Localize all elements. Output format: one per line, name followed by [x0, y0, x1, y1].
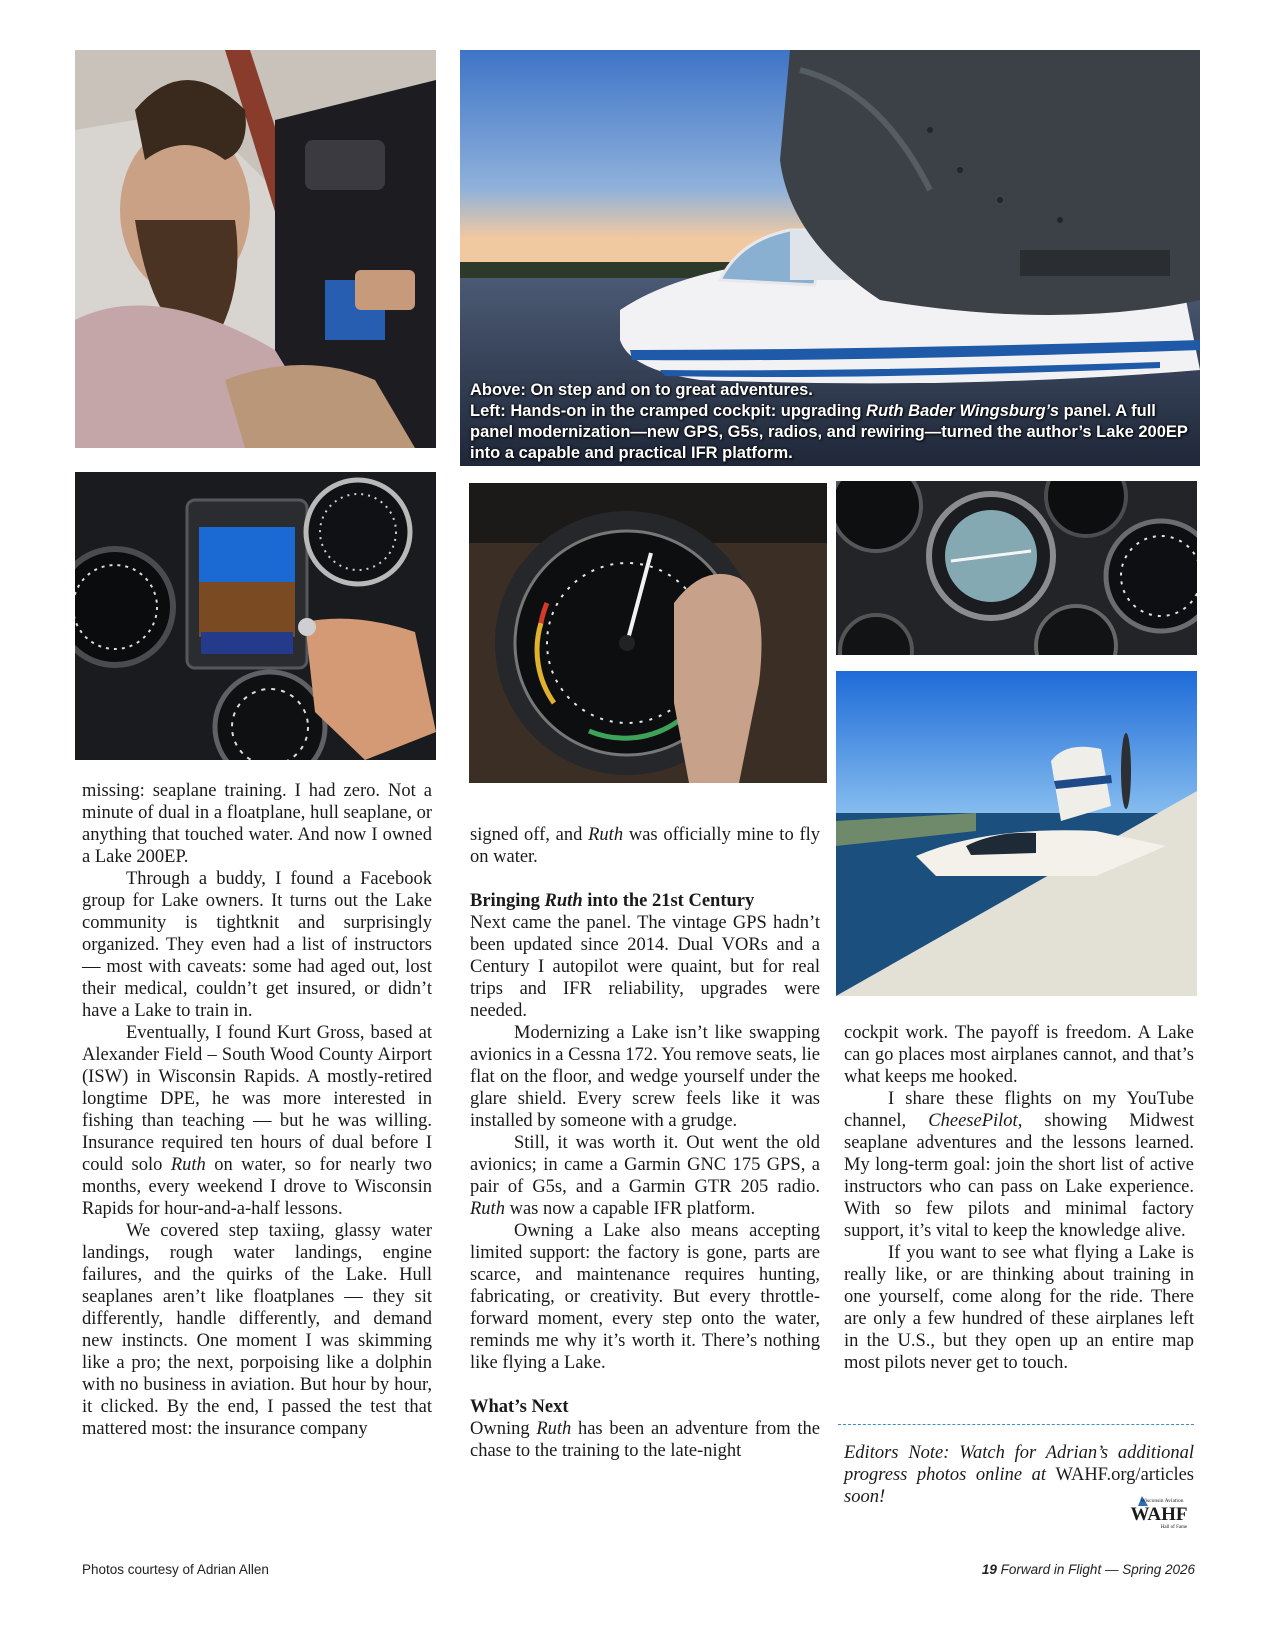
paragraph-text: was officially mine to fly on water.: [470, 825, 820, 867]
caption-plane-name: Ruth Bader Wingsburg’s: [866, 402, 1060, 420]
caption-text-2: panel. A full panel modernization—new GPS, G5s, radios, and rewiring—turned the author’s Lake 200EP into a capable and practical IFR platform.: [470, 402, 1188, 462]
paragraph-text: on water, so for nearly two months, every weekend I drove to Wisconsin Rapids for hour-and-a-half lessons.: [82, 1155, 432, 1219]
heading-text: Bringing: [470, 891, 545, 911]
caption-line-2: [470, 401, 1190, 464]
paragraph: Through a buddy, I found a Facebook group for Lake owners. It turns out the Lake community is tightknit and surprisingly organized. They even had a list of instructors — most with caveats: some had aged out, lost their medical, couldn’t get insured, or didn’t have a Lake to train in.: [82, 869, 432, 1021]
cockpit-photo: [75, 50, 436, 448]
logo-main-text: WAHF: [1130, 1504, 1188, 1525]
logo-bottom-text: Hall of Fame: [1160, 1525, 1188, 1530]
paragraph-text: Eventually, I found Kurt Gross, based at Alexander Field – South Wood County Airport (ISW) in Wisconsin Rapids. A mostly-retired longtime DPE, he was more interested in fishing than teaching — but he was willing. Insurance required ten hours of dual before I could solo: [82, 1023, 432, 1175]
article-column-2: [470, 824, 820, 1462]
heading-text: into the 21st Century: [582, 891, 755, 911]
paragraph: cockpit work. The payoff is freedom. A Lake can go places most airplanes cannot, and that’s what keeps me hooked.: [844, 1023, 1194, 1087]
paragraph: [844, 1088, 1194, 1242]
page-number: 19: [981, 1562, 997, 1577]
wahf-logo: [1124, 1494, 1194, 1530]
paragraph: missing: seaplane training. I had zero. Not a minute of dual in a floatplane, hull seaplane, or anything that touched water. And now I owned a Lake 200EP.: [82, 781, 432, 867]
dashed-divider: [838, 1424, 1194, 1425]
paragraph: We covered step taxiing, glassy water landings, rough water landings, engine failures, and the quirks of the Lake. Hull seaplanes aren’t like floatplanes — they sit differently, handle differently, and demand new instincts. One moment I was skimming like a pro; the next, porpoising like a dolphin with no business in aviation. But hour by hour, it clicked. By the end, I passed the test that mattered most: the insurance company: [82, 1221, 432, 1439]
caption-text: Left: Hands-on in the cramped cockpit: upgrading: [470, 402, 867, 420]
article-column-3: [844, 1022, 1194, 1374]
panel-gauges-photo: [836, 481, 1197, 655]
page-footer: [982, 1562, 1195, 1577]
paragraph-text: has been an adventure from the chase to the training to the late-night: [470, 1419, 820, 1461]
section-heading: [470, 890, 820, 912]
paragraph-text: Owning: [470, 1419, 537, 1439]
paragraph: [470, 824, 820, 868]
photo-credit: Photos courtesy of Adrian Allen: [82, 1562, 269, 1577]
seaplane-in-flight-photo: [836, 671, 1197, 996]
editors-note-link[interactable]: WAHF.org/articles: [1055, 1465, 1194, 1485]
photo-caption: [470, 380, 1190, 464]
g5-panel-photo: [75, 472, 436, 760]
plane-name: Ruth: [470, 1199, 505, 1219]
paragraph: [470, 1418, 820, 1462]
paragraph-text: was now a capable IFR platform.: [504, 1199, 756, 1219]
paragraph: Modernizing a Lake isn’t like swapping avionics in a Cessna 172. You remove seats, lie flat on the floor, and wedge yourself under the glare shield. Every screw feels like it was installed by someone with a grudge.: [470, 1023, 820, 1131]
paragraph: [82, 1022, 432, 1220]
plane-name: Ruth: [544, 891, 583, 911]
publication-name: Forward in Flight — Spring 2026: [996, 1562, 1195, 1577]
caption-line-1: Above: On step and on to great adventures.: [470, 381, 813, 399]
airspeed-indicator-photo: [469, 483, 827, 783]
paragraph-text: signed off, and: [470, 825, 589, 845]
article-column-1: [82, 780, 432, 1440]
paragraph-text: I share these flights on my YouTube channel,: [844, 1089, 1194, 1131]
editors-note-end: soon!: [844, 1487, 886, 1507]
paragraph: Next came the panel. The vintage GPS hadn’t been updated since 2014. Dual VORs and a Century I autopilot were quaint, but for real trips and IFR reliability, upgrades were needed.: [470, 913, 820, 1021]
paragraph: Owning a Lake also means accepting limited support: the factory is gone, parts are scarce, and maintenance requires hunting, fabricating, or creativity. But every throttle-forward moment, every step onto the water, reminds me why it’s worth it. There’s nothing like flying a Lake.: [470, 1221, 820, 1373]
logo-top-text: Wisconsin Aviation: [1140, 1498, 1184, 1504]
section-heading: What’s Next: [470, 1397, 569, 1417]
editors-note-text: Editors Note: Watch for Adrian’s additional progress photos online at: [844, 1443, 1194, 1485]
paragraph: If you want to see what flying a Lake is really like, or are thinking about training in one yourself, come along for the ride. There are only a few hundred of these airplanes left in the U.S., but they open up an entire map most pilots never get to touch.: [844, 1243, 1194, 1373]
plane-name: Ruth: [536, 1419, 572, 1439]
channel-name: CheesePilot: [928, 1111, 1018, 1131]
paragraph-text: Still, it was worth it. Out went the old avionics; in came a Garmin GNC 175 GPS, a pair of G5s, and a Garmin GTR 205 radio.: [470, 1133, 820, 1197]
paragraph-text: , showing Midwest seaplane adventures and the lessons learned. My long-term goal: join the short list of active instructors who can pass on Lake experience. With so few pilots and minimal factory support, it’s vital to keep the knowledge alive.: [844, 1111, 1195, 1241]
plane-name: Ruth: [170, 1155, 206, 1175]
paragraph: [470, 1132, 820, 1220]
plane-name: Ruth: [588, 825, 624, 845]
